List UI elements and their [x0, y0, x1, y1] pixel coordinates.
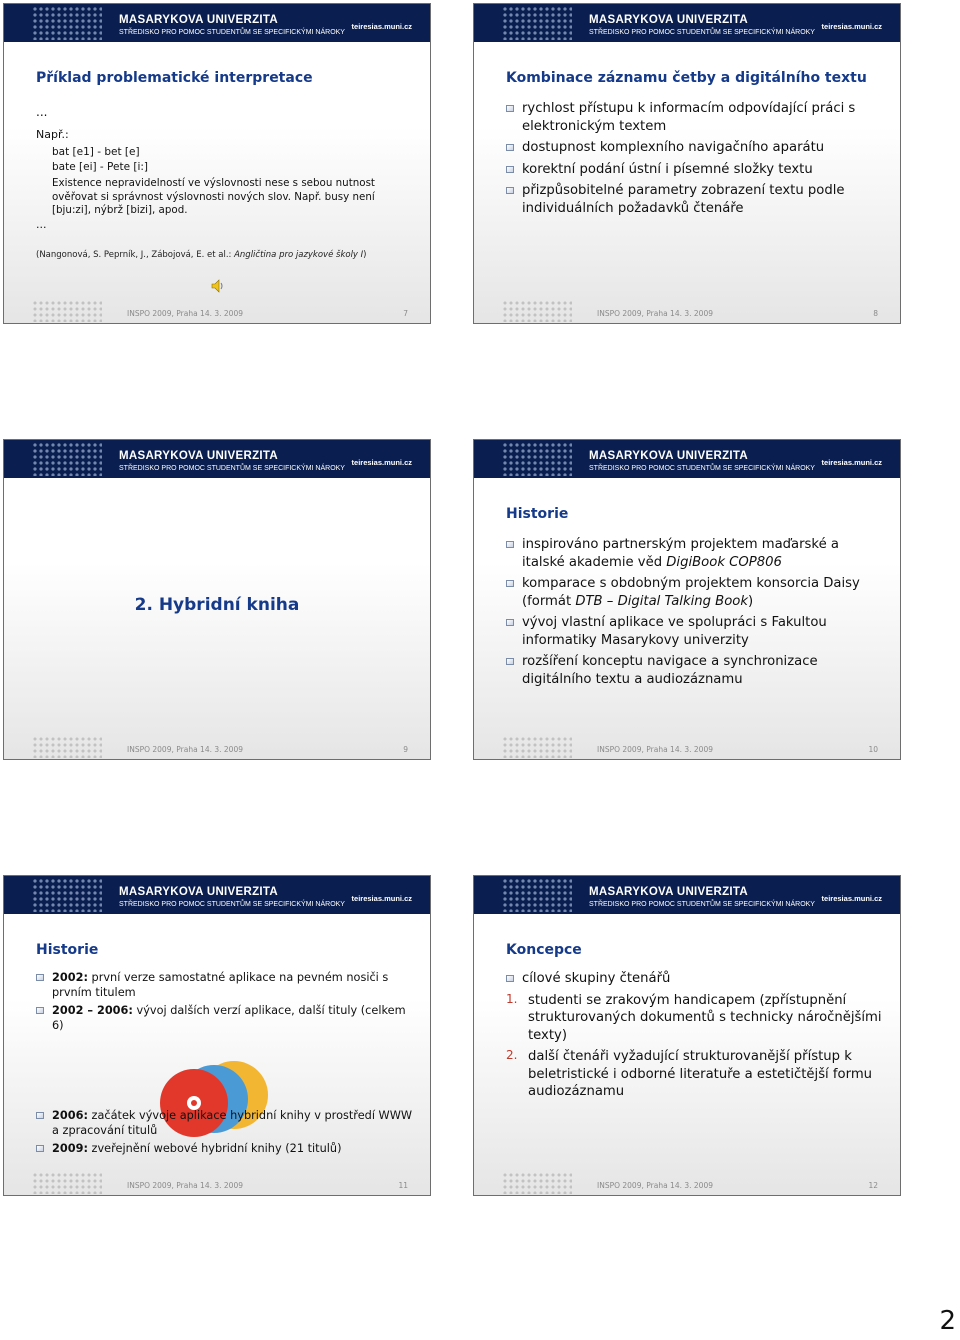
list-item: cílové skupiny čtenářů — [506, 970, 884, 988]
footer-date: INSPO 2009, Praha 14. 3. 2009 — [127, 309, 243, 318]
slide-body — [474, 478, 900, 760]
page-number: 2 — [939, 1306, 956, 1336]
center-name: STŘEDISKO PRO POMOC STUDENTŮM SE SPECIFICKÝMI NÁROKY — [589, 465, 815, 472]
item-text: komparace s obdobným projektem konsorcia Daisy (formát — [522, 576, 860, 609]
ellipsis-top: ... — [36, 105, 48, 119]
slide-footer — [474, 1168, 900, 1196]
slide-header — [4, 876, 430, 915]
slide-content — [36, 104, 414, 232]
item-text: inspirováno partnerským projektem maďarské a italské akademie věd — [522, 537, 839, 570]
slide-9 — [3, 439, 431, 760]
list-item — [36, 1141, 414, 1156]
bullet-list — [506, 970, 884, 988]
example-line-2: bate [ei] - Pete [i:] — [52, 161, 149, 174]
slide-number: 10 — [868, 745, 878, 754]
website-link[interactable]: teiresias.muni.cz — [821, 22, 882, 31]
item-text: vývoj dalších verzí aplikace, další tituly (celkem 6) — [52, 1004, 406, 1033]
slide-content — [506, 970, 884, 1105]
slide-content — [506, 100, 884, 221]
footer-date: INSPO 2009, Praha 14. 3. 2009 — [127, 1181, 243, 1190]
university-name: MASARYKOVA UNIVERZITA — [119, 886, 278, 898]
footer-dot-pattern — [32, 1172, 102, 1194]
item-text: první verze samostatné aplikace na pevném nosiči s prvním titulem — [52, 971, 389, 1000]
slide-body — [4, 914, 430, 1196]
center-name: STŘEDISKO PRO POMOC STUDENTŮM SE SPECIFICKÝMI NÁROKY — [119, 465, 345, 472]
header-dot-pattern — [32, 6, 102, 40]
header-dot-pattern — [32, 878, 102, 912]
example-line-1: bat [e1] - bet [e] — [52, 146, 140, 159]
slide-header — [4, 440, 430, 479]
header-dot-pattern — [502, 6, 572, 40]
item-italic: DigiBook COP806 — [666, 554, 782, 570]
bullet-list — [36, 1108, 414, 1156]
list-item — [36, 970, 414, 1000]
footer-dot-pattern — [32, 300, 102, 322]
bullet-list — [506, 100, 884, 217]
center-name: STŘEDISKO PRO POMOC STUDENTŮM SE SPECIFICKÝMI NÁROKY — [119, 29, 345, 36]
item-text: začátek vývoje aplikace hybridní knihy v prostředí WWW a zpracování titulů — [52, 1109, 413, 1138]
slide-number: 7 — [403, 309, 408, 318]
footer-dot-pattern — [502, 300, 572, 322]
slide-title: Historie — [36, 942, 99, 958]
slide-body — [474, 42, 900, 324]
university-name: MASARYKOVA UNIVERZITA — [119, 14, 278, 26]
item-italic: DTB – Digital Talking Book — [575, 593, 748, 609]
university-name: MASARYKOVA UNIVERZITA — [589, 14, 748, 26]
slide-12 — [473, 875, 901, 1196]
slide-body — [4, 42, 430, 324]
list-item: vývoj vlastní aplikace ve spolupráci s Fakultou informatiky Masarykovy univerzity — [506, 614, 884, 649]
website-link[interactable]: teiresias.muni.cz — [351, 458, 412, 467]
website-link[interactable]: teiresias.muni.cz — [351, 22, 412, 31]
slide-number: 9 — [403, 745, 408, 754]
slide-footer — [474, 732, 900, 760]
slide-number: 12 — [868, 1181, 878, 1190]
slide-footer — [4, 1168, 430, 1196]
citation-authors: (Nangonová, S. Peprník, J., Zábojová, E. et al.: — [36, 250, 235, 260]
slide-8 — [473, 3, 901, 324]
footer-date: INSPO 2009, Praha 14. 3. 2009 — [597, 309, 713, 318]
numbered-item — [506, 1048, 884, 1101]
university-name: MASARYKOVA UNIVERZITA — [119, 450, 278, 462]
slide-footer — [474, 296, 900, 324]
footer-dot-pattern — [32, 736, 102, 758]
slide-title: Koncepce — [506, 942, 582, 958]
list-item — [506, 536, 884, 571]
header-dot-pattern — [32, 442, 102, 476]
footer-date: INSPO 2009, Praha 14. 3. 2009 — [597, 745, 713, 754]
citation-title: Angličtina pro jazykové školy I — [234, 250, 364, 260]
item-text: zveřejnění webové hybridní knihy (21 titulů) — [87, 1142, 342, 1156]
slide-title: Kombinace záznamu četby a digitálního textu — [506, 70, 867, 86]
slide-number: 8 — [873, 309, 878, 318]
citation-end: ) — [363, 250, 367, 260]
header-dot-pattern — [502, 442, 572, 476]
website-link[interactable]: teiresias.muni.cz — [821, 458, 882, 467]
slide-footer — [4, 732, 430, 760]
slide-footer — [4, 296, 430, 324]
center-name: STŘEDISKO PRO POMOC STUDENTŮM SE SPECIFICKÝMI NÁROKY — [589, 901, 815, 908]
slide-body — [474, 914, 900, 1196]
footer-date: INSPO 2009, Praha 14. 3. 2009 — [127, 745, 243, 754]
list-item — [36, 1003, 414, 1033]
section-heading: 2. Hybridní kniha — [134, 595, 300, 615]
footer-dot-pattern — [502, 736, 572, 758]
citation — [36, 250, 367, 260]
list-item: rychlost přístupu k informacím odpovídající práci s elektronickým textem — [506, 100, 884, 135]
bullet-list — [506, 536, 884, 688]
item-year: 2009: — [52, 1142, 88, 1156]
list-item: rozšíření konceptu navigace a synchronizace digitálního textu a audiozáznamu — [506, 653, 884, 688]
speaker-icon[interactable] — [211, 279, 225, 293]
slide-content — [506, 536, 884, 692]
list-item: dostupnost komplexního navigačního aparátu — [506, 139, 884, 157]
center-name: STŘEDISKO PRO POMOC STUDENTŮM SE SPECIFICKÝMI NÁROKY — [589, 29, 815, 36]
numbered-list — [506, 992, 884, 1101]
numbered-item — [506, 992, 884, 1045]
item-text: studenti se zrakovým handicapem (zpřístupnění strukturovaných dokumentů s technicky náročnějšími texty) — [528, 992, 882, 1043]
website-link[interactable]: teiresias.muni.cz — [351, 894, 412, 903]
slide-title: Historie — [506, 506, 569, 522]
item-text-end: ) — [748, 593, 754, 609]
slide-number: 11 — [398, 1181, 408, 1190]
list-item: přizpůsobitelné parametry zobrazení textu podle individuálních požadavků čtenáře — [506, 182, 884, 217]
university-name: MASARYKOVA UNIVERZITA — [589, 886, 748, 898]
header-dot-pattern — [502, 878, 572, 912]
item-number: 1. — [506, 991, 518, 1006]
example-label: Např.: — [36, 128, 69, 142]
slide-header — [474, 4, 900, 43]
slide-content-top — [36, 970, 414, 1036]
bullet-list — [36, 970, 414, 1033]
list-item — [36, 1108, 414, 1138]
slide-10 — [473, 439, 901, 760]
item-year: 2006: — [52, 1109, 88, 1122]
slide-body — [4, 478, 430, 760]
list-item: korektní podání ústní i písemné složky textu — [506, 161, 884, 179]
slide-header — [474, 440, 900, 479]
footer-date: INSPO 2009, Praha 14. 3. 2009 — [597, 1181, 713, 1190]
slide-content-bottom — [36, 1108, 414, 1159]
slide-header — [4, 4, 430, 43]
slide-11 — [3, 875, 431, 1196]
ellipsis-bottom: ... — [36, 217, 47, 231]
example-line-3: Existence nepravidelností ve výslovnosti nese s sebou nutnost ověřovat si správnost výslovnosti nových slov. Např. busy není [bju:zi], nýbrž [bizi], apod. — [52, 177, 375, 217]
website-link[interactable]: teiresias.muni.cz — [821, 894, 882, 903]
list-item — [506, 575, 884, 610]
university-name: MASARYKOVA UNIVERZITA — [589, 450, 748, 462]
item-text: další čtenáři vyžadující strukturovanější přístup k beletristické i odborné literatuře a estetičtější formu audiozáznamu — [528, 1049, 873, 1100]
slide-title: Příklad problematické interpretace — [36, 70, 313, 86]
item-year: 2002 – 2006: — [52, 1004, 133, 1018]
slide-header — [474, 876, 900, 915]
item-number: 2. — [506, 1048, 518, 1063]
center-name: STŘEDISKO PRO POMOC STUDENTŮM SE SPECIFICKÝMI NÁROKY — [119, 901, 345, 908]
footer-dot-pattern — [502, 1172, 572, 1194]
slide-7 — [3, 3, 431, 324]
item-year: 2002: — [52, 971, 88, 984]
